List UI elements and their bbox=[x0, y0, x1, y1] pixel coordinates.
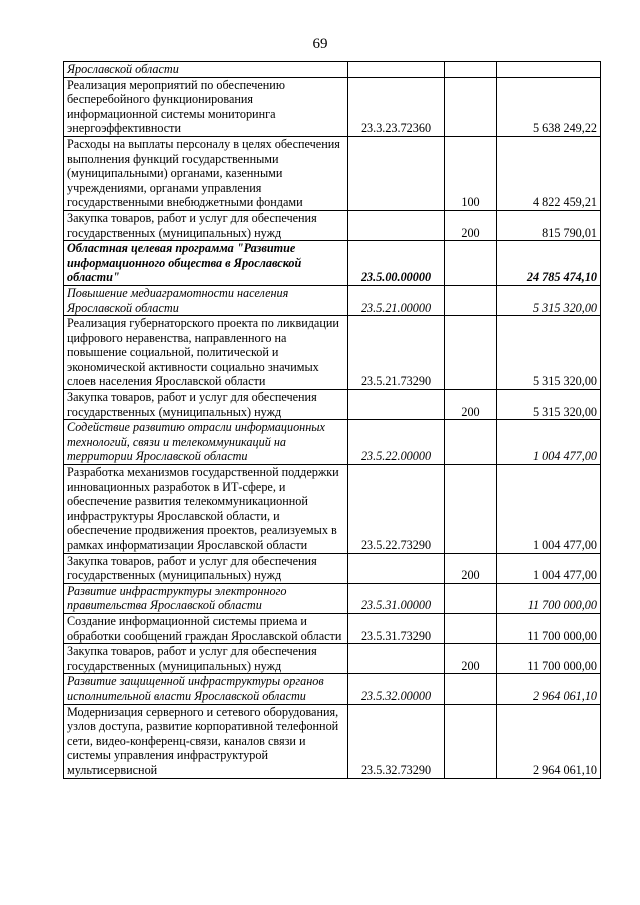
row-expense-type: 200 bbox=[445, 210, 497, 240]
row-code: 23.5.31.00000 bbox=[348, 583, 445, 613]
row-sum: 5 638 249,22 bbox=[497, 77, 601, 136]
row-code bbox=[348, 644, 445, 674]
table-row bbox=[64, 644, 601, 674]
table-row bbox=[64, 553, 601, 583]
row-expense-type: 100 bbox=[445, 136, 497, 210]
row-sum: 11 700 000,00 bbox=[497, 583, 601, 613]
row-name: Развитие инфраструктуры электронного правительства Ярославской области bbox=[64, 583, 348, 613]
row-expense-type: 200 bbox=[445, 390, 497, 420]
row-expense-type: 200 bbox=[445, 553, 497, 583]
table-row bbox=[64, 241, 601, 286]
row-name: Модернизация серверного и сетевого оборудования, узлов доступа, развитие корпоративной телефонной сети, видео-конференц-связи, каналов связи и системы управления инфраструктурой мультисервисной bbox=[64, 704, 348, 778]
row-sum: 24 785 474,10 bbox=[497, 241, 601, 286]
table-row bbox=[64, 62, 601, 78]
row-expense-type bbox=[445, 674, 497, 704]
row-expense-type bbox=[445, 241, 497, 286]
row-code: 23.5.32.00000 bbox=[348, 674, 445, 704]
row-expense-type bbox=[445, 316, 497, 390]
row-sum: 11 700 000,00 bbox=[497, 613, 601, 643]
table-row bbox=[64, 316, 601, 390]
table-row bbox=[64, 136, 601, 210]
row-name: Разработка механизмов государственной поддержки инновационных разработок в ИТ-сфере, и обеспечение развития телекоммуникационной инфраструктуры Ярославской области, и обеспечение продвижения проектов, реализуемых в рамках информатизации Ярославской области bbox=[64, 465, 348, 554]
row-sum: 4 822 459,21 bbox=[497, 136, 601, 210]
row-name: Содействие развитию отрасли информационных технологий, связи и телекоммуникаций на территории Ярославской области bbox=[64, 420, 348, 465]
row-name: Ярославской области bbox=[64, 62, 348, 78]
row-code: 23.5.31.73290 bbox=[348, 613, 445, 643]
row-name: Закупка товаров, работ и услуг для обеспечения государственных (муниципальных) нужд bbox=[64, 390, 348, 420]
row-expense-type bbox=[445, 613, 497, 643]
row-sum: 2 964 061,10 bbox=[497, 674, 601, 704]
row-sum: 11 700 000,00 bbox=[497, 644, 601, 674]
row-sum: 815 790,01 bbox=[497, 210, 601, 240]
row-sum: 5 315 320,00 bbox=[497, 390, 601, 420]
row-sum: 2 964 061,10 bbox=[497, 704, 601, 778]
row-name: Повышение медиаграмотности населения Ярославской области bbox=[64, 285, 348, 315]
row-code: 23.5.22.00000 bbox=[348, 420, 445, 465]
table-row bbox=[64, 390, 601, 420]
row-name: Реализация мероприятий по обеспечению бесперебойного функционирования информационной системы мониторинга энергоэффективности bbox=[64, 77, 348, 136]
row-sum: 1 004 477,00 bbox=[497, 420, 601, 465]
table-row bbox=[64, 465, 601, 554]
row-code bbox=[348, 390, 445, 420]
row-expense-type: 200 bbox=[445, 644, 497, 674]
row-expense-type bbox=[445, 62, 497, 78]
table-row bbox=[64, 210, 601, 240]
row-code bbox=[348, 553, 445, 583]
page-number: 69 bbox=[312, 36, 328, 52]
row-name: Закупка товаров, работ и услуг для обеспечения государственных (муниципальных) нужд bbox=[64, 644, 348, 674]
row-code bbox=[348, 210, 445, 240]
row-expense-type bbox=[445, 285, 497, 315]
row-expense-type bbox=[445, 77, 497, 136]
row-name: Закупка товаров, работ и услуг для обеспечения государственных (муниципальных) нужд bbox=[64, 210, 348, 240]
table-row bbox=[64, 583, 601, 613]
table-row bbox=[64, 704, 601, 778]
row-code bbox=[348, 62, 445, 78]
row-code: 23.3.23.72360 bbox=[348, 77, 445, 136]
row-sum: 1 004 477,00 bbox=[497, 553, 601, 583]
row-sum: 5 315 320,00 bbox=[497, 285, 601, 315]
row-sum: 1 004 477,00 bbox=[497, 465, 601, 554]
row-code: 23.5.22.73290 bbox=[348, 465, 445, 554]
table-row bbox=[64, 674, 601, 704]
row-name: Расходы на выплаты персоналу в целях обеспечения выполнения функций государственными (муниципальными) органами, казенными учреждениями, органами управления государственными внебюджетными фондами bbox=[64, 136, 348, 210]
row-sum bbox=[497, 62, 601, 78]
row-expense-type bbox=[445, 583, 497, 613]
row-code: 23.5.32.73290 bbox=[348, 704, 445, 778]
row-code: 23.5.21.73290 bbox=[348, 316, 445, 390]
row-expense-type bbox=[445, 465, 497, 554]
row-code: 23.5.21.00000 bbox=[348, 285, 445, 315]
budget-table bbox=[63, 61, 601, 779]
table-row bbox=[64, 420, 601, 465]
row-sum: 5 315 320,00 bbox=[497, 316, 601, 390]
table-row bbox=[64, 285, 601, 315]
row-expense-type bbox=[445, 420, 497, 465]
row-name: Развитие защищенной инфраструктуры органов исполнительной власти Ярославской области bbox=[64, 674, 348, 704]
row-name: Создание информационной системы приема и обработки сообщений граждан Ярославской области bbox=[64, 613, 348, 643]
row-expense-type bbox=[445, 704, 497, 778]
row-code: 23.5.00.00000 bbox=[348, 241, 445, 286]
row-name: Областная целевая программа "Развитие информационного общества в Ярославской области" bbox=[64, 241, 348, 286]
row-code bbox=[348, 136, 445, 210]
row-name: Закупка товаров, работ и услуг для обеспечения государственных (муниципальных) нужд bbox=[64, 553, 348, 583]
table-row bbox=[64, 613, 601, 643]
row-name: Реализация губернаторского проекта по ликвидации цифрового неравенства, направленного на повышение социальной, политической и экономической активности социально значимых слоев населения Ярославской области bbox=[64, 316, 348, 390]
table-row bbox=[64, 77, 601, 136]
